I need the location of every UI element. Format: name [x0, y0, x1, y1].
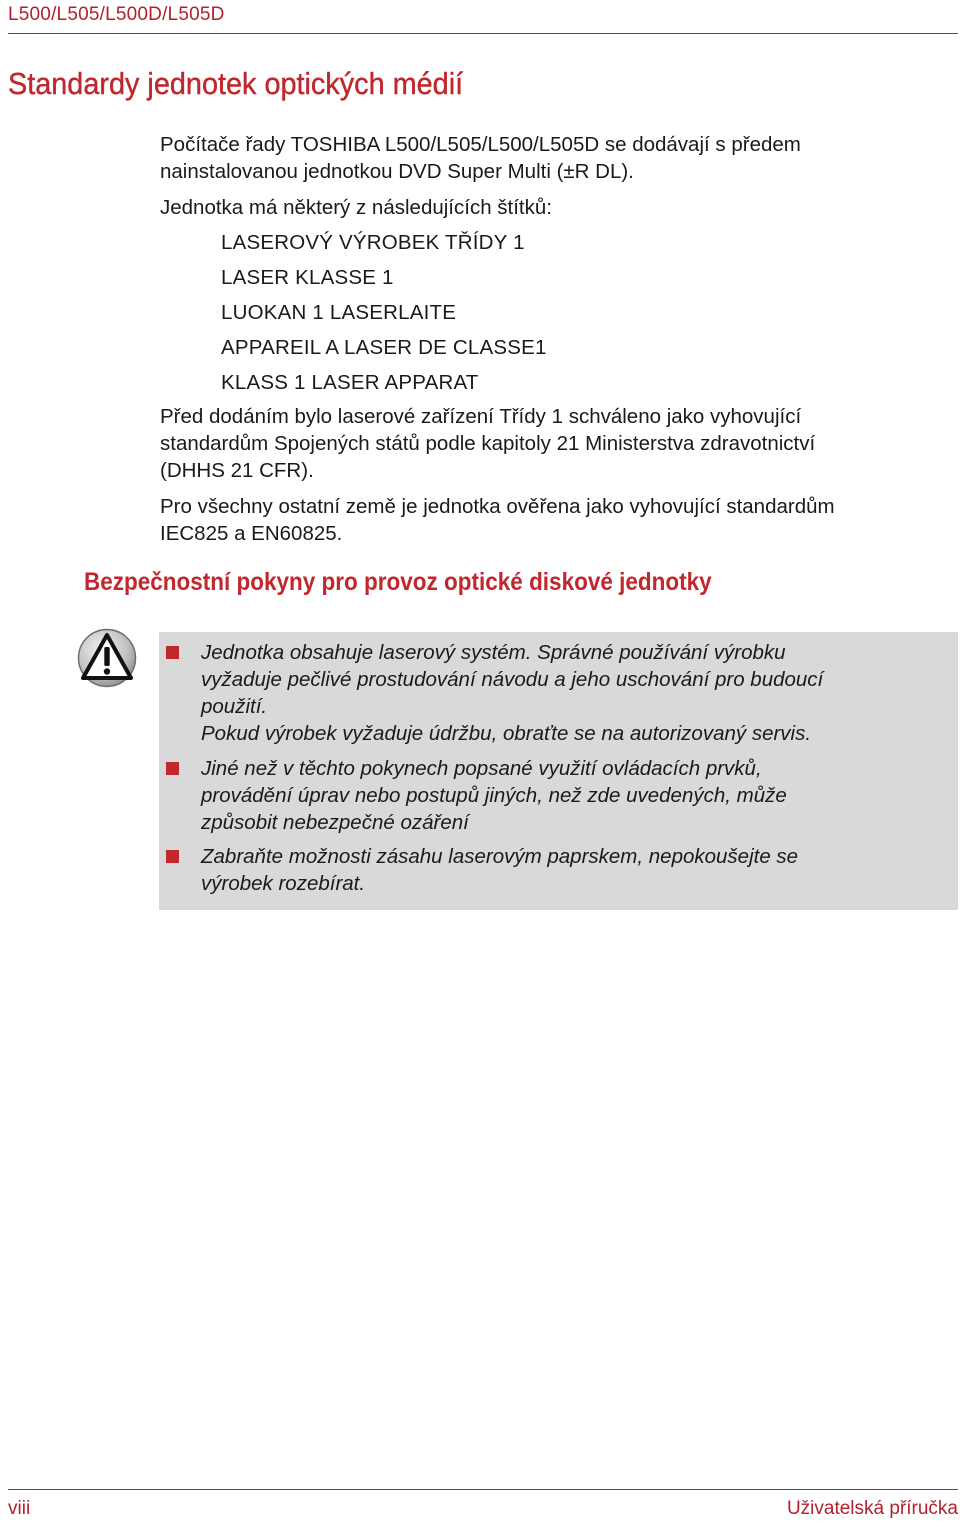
other-countries-paragraph	[160, 493, 958, 547]
safety-heading: Bezpečnostní pokyny pro provoz optické diskové jednotky	[84, 568, 712, 596]
warning-line: způsobit nebezpečné ozáření	[201, 811, 469, 834]
page-number: viii	[8, 1498, 31, 1519]
label-item: APPAREIL A LASER DE CLASSE1	[221, 336, 547, 359]
warning-box	[159, 632, 958, 910]
manual-title: Uživatelská příručka	[786, 1498, 958, 1519]
certification-paragraph	[160, 403, 958, 484]
certification-line-2: standardům Spojených států podle kapitoly 21 Ministerstva zdravotnictví	[160, 432, 816, 455]
warning-text	[201, 639, 941, 747]
footer-rule	[8, 1489, 958, 1490]
certification-line-1: Před dodáním bylo laserové zařízení Třídy 1 schváleno jako vyhovující	[160, 405, 802, 428]
warning-line: Zabraňte možnosti zásahu laserovým paprskem, nepokoušejte se	[201, 845, 799, 868]
bullet-square-icon	[166, 762, 179, 775]
page-title: Standardy jednotek optických médií	[8, 66, 464, 101]
label-item: LASEROVÝ VÝROBEK TŘÍDY 1	[221, 231, 525, 254]
intro-line-2: nainstalovanou jednotkou DVD Super Multi (±R DL).	[160, 160, 634, 183]
warning-line: Pokud výrobek vyžaduje údržbu, obraťte se na autorizovaný servis.	[201, 722, 812, 745]
header-rule	[8, 33, 958, 34]
warning-line: provádění úprav nebo postupů jiných, než zde uvedených, může	[201, 784, 787, 807]
intro-line-1: Počítače řady TOSHIBA L500/L505/L500/L505D se dodávají s předem	[160, 133, 801, 156]
warning-line: Jiné než v těchto pokynech popsané využití ovládacích prvků,	[201, 757, 762, 780]
bullet-square-icon	[166, 646, 179, 659]
warning-text	[201, 843, 941, 897]
other-countries-line-2: IEC825 a EN60825.	[160, 522, 343, 545]
other-countries-line-1: Pro všechny ostatní země je jednotka ověřena jako vyhovující standardům	[160, 495, 835, 518]
warning-line: vyžaduje pečlivé prostudování návodu a jeho uschování pro budoucí	[201, 668, 824, 691]
intro-paragraph	[160, 131, 958, 185]
label-item: LUOKAN 1 LASERLAITE	[221, 301, 457, 324]
warning-line: výrobek rozebírat.	[201, 872, 366, 895]
label-item: LASER KLASSE 1	[221, 266, 394, 289]
bullet-square-icon	[166, 850, 179, 863]
labels-intro: Jednotka má některý z následujících štítků:	[160, 196, 552, 219]
label-item: KLASS 1 LASER APPARAT	[221, 371, 479, 394]
warning-line: Jednotka obsahuje laserový systém. Správné používání výrobku	[201, 641, 786, 664]
warning-triangle-icon	[76, 628, 138, 688]
warning-text	[201, 755, 941, 836]
certification-line-3: (DHHS 21 CFR).	[160, 459, 314, 482]
header-model: L500/L505/L500D/L505D	[8, 4, 225, 25]
warning-line: použití.	[201, 695, 268, 718]
